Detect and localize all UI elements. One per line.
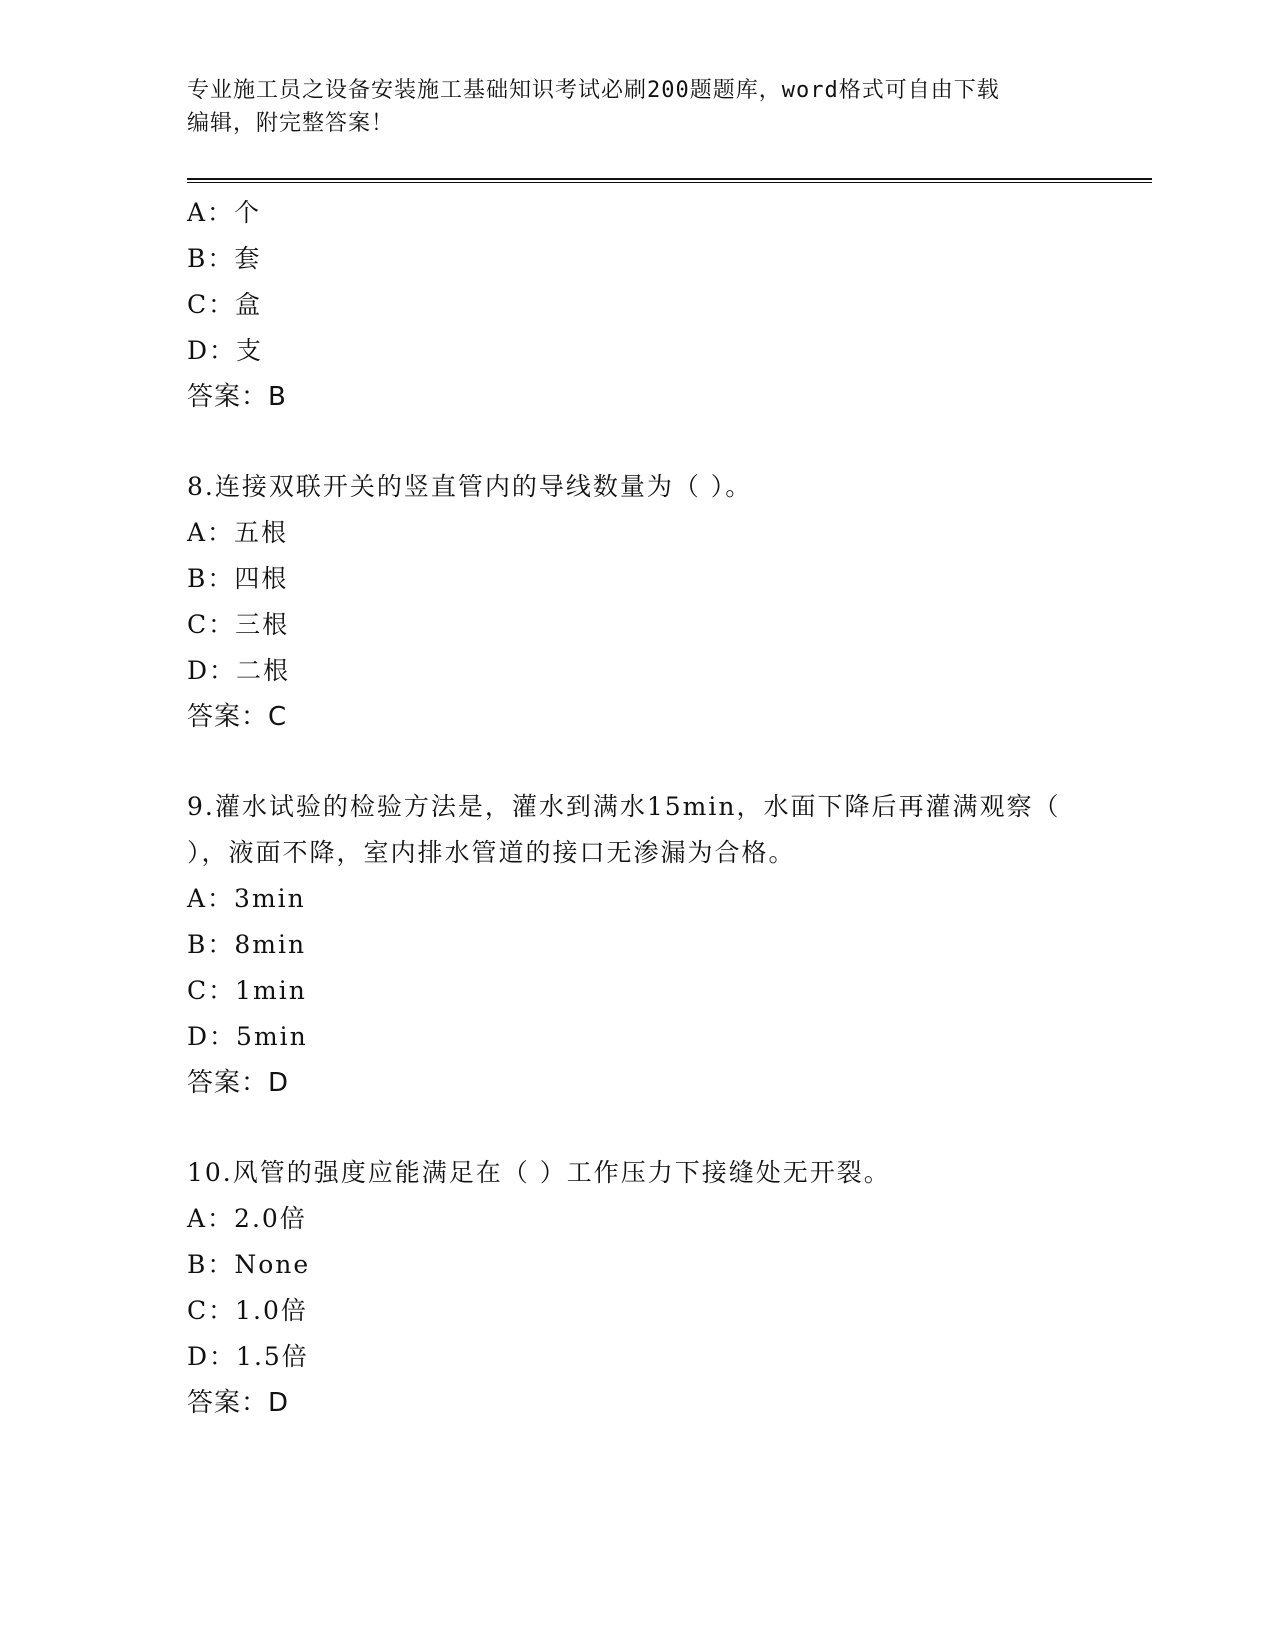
question-9-block [187,784,1107,1106]
question-10-block [187,1150,1107,1426]
answer: 答案：D [187,1068,290,1098]
option-c: C：1.0倍 [187,1296,308,1325]
option-a: A：3min [187,884,306,913]
option-c: C：盒 [187,290,263,319]
question-text: 9.灌水试验的检验方法是，灌水到满水15min，水面下降后再灌满观察（ ），液面不降，室内排水管道的接口无渗漏为合格。 [187,792,1061,867]
option-c: C：1min [187,976,307,1005]
option-d: D：支 [187,336,264,365]
option-d: D：5min [187,1022,308,1051]
spacer [187,740,1107,784]
document-header [187,74,1067,140]
answer: 答案：B [187,382,287,412]
answer: 答案：D [187,1388,290,1418]
option-d: D：二根 [187,656,291,685]
option-d: D：1.5倍 [187,1342,309,1371]
question-text: 10.风管的强度应能满足在（ ）工作压力下接缝处无开裂。 [187,1158,891,1187]
spacer [187,420,1107,464]
question-8-block [187,464,1107,740]
question-list [187,190,1107,1426]
header-divider-thick [187,178,1152,180]
header-line-1: 专业施工员之设备安装施工基础知识考试必刷200题题库，word格式可自由下载 [187,78,1000,103]
option-a: A：五根 [187,518,289,547]
option-b: B：8min [187,930,307,959]
option-c: C：三根 [187,610,290,639]
question-text: 8.连接双联开关的竖直管内的导线数量为（ ）。 [187,472,753,501]
option-a: A：2.0倍 [187,1204,307,1233]
header-divider-thin [187,182,1152,183]
option-b: B：None [187,1250,311,1279]
option-a: A：个 [187,198,262,227]
spacer [187,1106,1107,1150]
option-b: B：四根 [187,564,289,593]
question-7-block [187,190,1107,420]
answer: 答案：C [187,702,288,732]
header-line-2: 编辑，附完整答案！ [187,111,395,136]
option-b: B：套 [187,244,262,273]
